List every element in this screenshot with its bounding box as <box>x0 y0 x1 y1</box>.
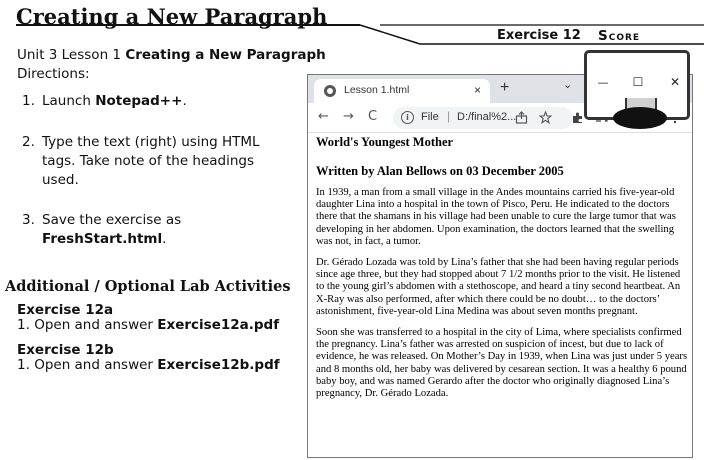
chevron-down-icon[interactable]: ⌄ <box>563 79 573 91</box>
paragraph-2: Dr. Gérado Lozada was told by Lina’s father that she had been having regular periods since age three, but they had stopped about 7 1/2 months prior to the visit. He listened to the young girl’s abdomen with a stethoscope, and heard a tiny second heartbeat. An X-Ray was also performed, after which there could be no doubt… to the doctors’ astonishment, five-year-old Lina Medina was about seven months pregnant. <box>316 257 681 317</box>
browser-window <box>307 74 693 458</box>
exercise-12a-title: Exercise 12a <box>17 302 114 318</box>
exercise-number: Exercise 12 <box>497 28 581 43</box>
paragraph-3: Soon she was transferred to a hospital in the city of Lima, where specialists confirmed the pregnancy. Lina’s father was arrested on suspicion of incest, but due to lack of evidence, he was released. On Mother’s Day in 1939, when Lina was just under 5 years and 8 months old, her baby was delivered by cesarean section. It was a healthy 6 pound baby boy, and was named Gerardo after the doctor who originally diagnosed Lina’s pregnancy, Dr. Gérado Lozada. <box>316 327 688 400</box>
step-text: Type the text (right) using HTML tags. Take note of the headings used. <box>42 134 260 188</box>
score-label: Score <box>598 28 641 44</box>
maximize-icon[interactable]: ☐ <box>632 75 644 89</box>
step-number: 1. <box>22 93 35 109</box>
back-button[interactable]: ← <box>318 109 329 124</box>
exercise-12b-title: Exercise 12b <box>17 342 114 358</box>
exercise-12b-item: 1. Open and answer Exercise12b.pdf <box>17 357 280 373</box>
paragraph-1: In 1939, a man from a small village in the Andes mountains carried his five-year-old daughter Lina into a hospital in the town of Pisco, Peru. He indicated to the doctors there that the shamans in his village had been unable to cure the large tumor that was developing in her abdomen. Upon examination, the doctors learned that the swelling was not, in fact, a tumor. <box>316 187 676 247</box>
file-label: File <box>421 111 439 123</box>
article-heading: World's Youngest Mother <box>316 135 454 149</box>
globe-icon <box>324 85 336 97</box>
close-tab-icon[interactable]: × <box>474 83 482 97</box>
page-title: Creating a New Paragraph <box>16 4 328 29</box>
step-text: Save the exercise as FreshStart.html. <box>42 212 182 247</box>
pdf-name: Exercise12b.pdf <box>157 357 280 373</box>
info-icon[interactable]: i <box>401 111 414 124</box>
page-content <box>316 135 688 409</box>
new-tab-button[interactable]: + <box>500 79 510 96</box>
score-box-base <box>613 107 667 129</box>
additional-activities-title: Additional / Optional Lab Activities <box>5 278 291 295</box>
browser-tab[interactable] <box>314 79 490 103</box>
step-text: Launch Notepad++. <box>42 93 187 109</box>
url-separator: | <box>447 109 451 123</box>
directions-label: Directions: <box>17 66 90 82</box>
exercise-12a-item: 1. Open and answer Exercise12a.pdf <box>17 317 280 333</box>
lesson-title: Creating a New Paragraph <box>125 47 326 63</box>
lesson-prefix: Unit 3 Lesson 1 <box>17 47 122 63</box>
share-icon[interactable] <box>515 111 528 124</box>
forward-button[interactable]: → <box>343 109 354 124</box>
extensions-icon[interactable] <box>571 111 584 124</box>
reload-button[interactable]: C <box>368 109 378 124</box>
star-icon[interactable] <box>539 111 552 124</box>
app-name: Notepad++ <box>95 93 183 109</box>
tab-title: Lesson 1.html <box>344 84 410 96</box>
step-number: 3. <box>22 212 35 228</box>
minimize-icon[interactable]: — <box>597 76 609 89</box>
window-controls <box>580 74 693 100</box>
file-name: FreshStart.html <box>42 231 163 247</box>
article-byline: Written by Alan Bellows on 03 December 2005 <box>316 164 564 178</box>
step-number: 2. <box>22 134 35 150</box>
url-text[interactable]: D:/final%2... <box>457 111 517 123</box>
lesson-line <box>17 47 326 63</box>
pdf-name: Exercise12a.pdf <box>157 317 280 333</box>
close-icon[interactable]: ✕ <box>669 75 681 89</box>
